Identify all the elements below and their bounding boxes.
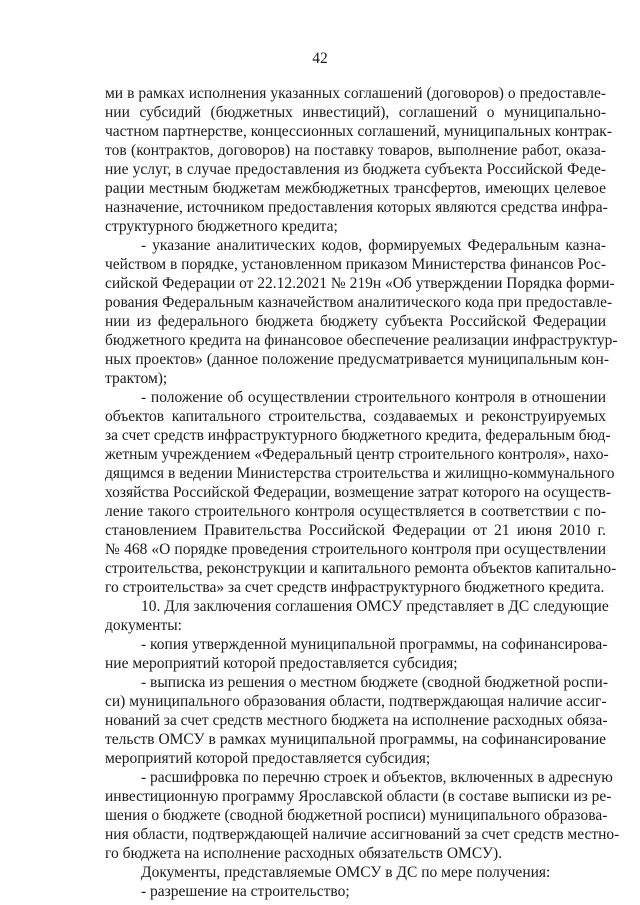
text-line: чейством в порядке, установленном приказом Министерства финансов Рос- (105, 256, 606, 273)
text-line: го бюджета на исполнение расходных обязательств ОМСУ). (105, 845, 502, 862)
text-line: становлением Правительства Российской Федерации от 21 июня 2010 г. (105, 522, 606, 539)
text-line: нии из федерального бюджета бюджету субъекта Российской Федерации (105, 313, 606, 330)
text-line: - указание аналитических кодов, формируемых Федеральным казна- (141, 237, 606, 254)
text-line: 10. Для заключения соглашения ОМСУ представляет в ДС следующие (141, 598, 609, 615)
text-line: ных проектов» (данное положение предусматривается муниципальным кон- (105, 351, 610, 368)
text-line: - положение об осуществлении строительного контроля в отношении (141, 389, 606, 406)
text-line: за счет средств инфраструктурного бюджетного кредита, федеральным бюд- (105, 427, 611, 444)
text-line: хозяйства Российской Федерации, возмещение затрат которого на осуществ- (105, 484, 611, 501)
text-line: рования Федеральным казначейством аналитического кода при предоставле- (105, 294, 613, 311)
text-line: - расшифровка по перечню строек и объектов, включенных в адресную (141, 769, 613, 786)
text-line: нований за счет средств местного бюджета на исполнение расходных обяза- (105, 712, 608, 729)
text-line: строительства, реконструкции и капитального ремонта объектов капитально- (105, 560, 617, 577)
text-line: трактом); (105, 370, 168, 387)
text-line: частном партнерстве, концессионных соглашений, муниципальных контрак- (105, 123, 612, 140)
text-line: си) муниципального образования области, подтверждающая наличие ассиг- (105, 693, 607, 710)
text-line: Документы, представляемые ОМСУ в ДС по мере получения: (141, 864, 551, 881)
text-line: - разрешение на строительство; (141, 883, 350, 900)
text-line: рации местным бюджетам межбюджетных трансфертов, имеющих целевое (105, 180, 606, 197)
text-line: тельств ОМСУ в рамках муниципальной программы, на софинансирование (105, 731, 606, 748)
text-line: сийской Федерации от 22.12.2021 № 219н «Об утверждении Порядка форми- (105, 275, 615, 292)
text-line: нии субсидий (бюджетных инвестиций), соглашений о муниципально- (105, 104, 606, 121)
text-line: структурного бюджетного кредита; (105, 218, 338, 235)
text-line: шения о бюджете (сводной бюджетной росписи) муниципального образова- (105, 807, 608, 824)
text-line: назначение, источником предоставления которых являются средства инфра- (105, 199, 608, 216)
text-line: тов (контрактов, договоров) на поставку товаров, выполнение работ, оказа- (105, 142, 606, 159)
text-line: ние мероприятий которой предоставляется субсидия; (105, 655, 458, 672)
text-line: го строительства» за счет средств инфраструктурного бюджетного кредита. (105, 579, 605, 596)
text-line: № 468 «О порядке проведения строительного контроля при осуществлении (105, 541, 606, 558)
text-line: жетным учреждением «Федеральный центр строительного контроля», нахо- (105, 446, 609, 463)
text-line: объектов капитального строительства, создаваемых и реконструируемых (105, 408, 606, 425)
text-line: - копия утвержденной муниципальной программы, на софинансирова- (141, 636, 608, 653)
text-line: - выписка из решения о местном бюджете (сводной бюджетной роспи- (141, 674, 608, 691)
text-line: мероприятий которой предоставляется субсидия; (105, 750, 431, 767)
text-line: ния области, подтверждающей наличие ассигнований за счет средств местно- (105, 826, 620, 843)
text-line: документы: (105, 617, 182, 634)
text-line: инвестиционную программу Ярославской области (в составе выписки из ре- (105, 788, 612, 805)
text-line: ми в рамках исполнения указанных соглашений (договоров) о предоставле- (105, 85, 606, 102)
page-number: 42 (312, 50, 328, 67)
text-line: дящимся в ведении Министерства строительства и жилищно-коммунального (105, 465, 615, 482)
text-line: бюджетного кредита на финансовое обеспечение реализации инфраструктур- (105, 332, 618, 349)
text-line: ние услуг, в случае предоставления из бюджета субъекта Российской Феде- (105, 161, 606, 178)
text-line: ление такого строительного контроля осуществляется в соответствии с по- (105, 503, 606, 520)
